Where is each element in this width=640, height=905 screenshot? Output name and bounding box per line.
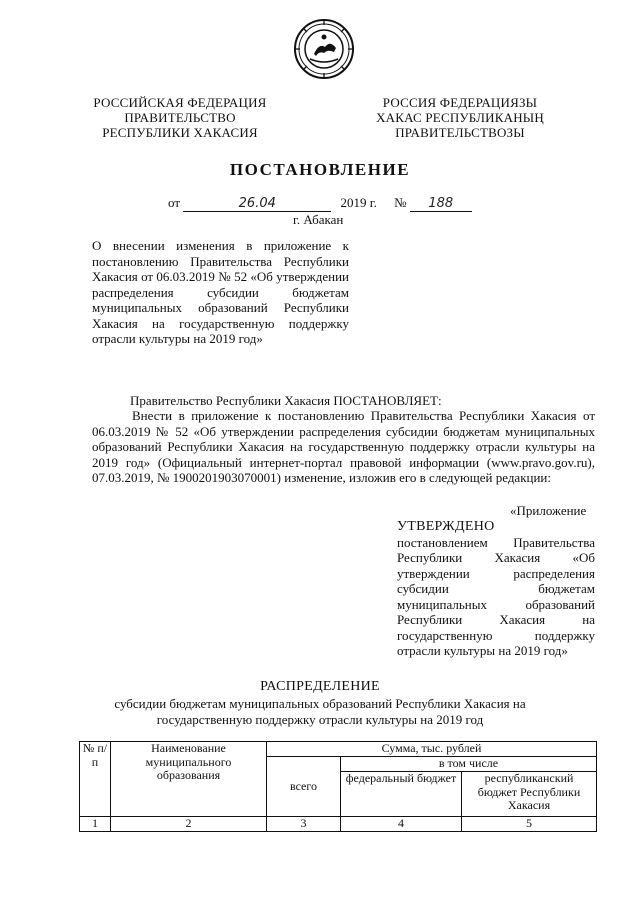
coat-of-arms-icon: [293, 18, 355, 80]
header-left-line: РОССИЙСКАЯ ФЕДЕРАЦИЯ: [93, 95, 267, 110]
header-total: всего: [267, 757, 341, 817]
header-num: № п/п: [80, 742, 111, 817]
header-right-line: РОССИЯ ФЕДЕРАЦИЯЗЫ: [382, 95, 538, 110]
header-federal: федеральный бюджет: [341, 772, 462, 817]
header-republican: республиканский бюджет Республики Хакасия: [462, 772, 597, 817]
header-right-line: ХАКАС РЕСПУБЛИКАНЫҢ: [376, 110, 544, 125]
table-row: [80, 817, 597, 832]
approval-text: постановлением Правительства Республики Хакасия «Об утверждении распределения субсидии бюджетам муниципальных образований Республики Хакасия на государственную поддержку отрасли культуры на 2019 год»: [397, 534, 595, 658]
document-title: ПОСТАНОВЛЕНИЕ: [229, 160, 411, 179]
col-num-4: 4: [341, 817, 462, 832]
col-num-2: 2: [111, 817, 267, 832]
appendix-label: «Приложение: [510, 503, 587, 518]
distribution-subtitle: субсидии бюджетам муниципальных образований Республики Хакасия на государственную поддержку отрасли культуры на 2019 год: [114, 696, 526, 727]
government-resolves: Правительство Республики Хакасия ПОСТАНОВЛЯЕТ:: [130, 393, 442, 408]
approval-block: [397, 519, 595, 659]
date-year: 2019 г.: [340, 195, 377, 210]
header-left-line: РЕСПУБЛИКИ ХАКАСИЯ: [102, 125, 258, 140]
approved-heading: УТВЕРЖДЕНО: [397, 519, 495, 534]
header-sum: Сумма, тыс. рублей: [267, 742, 597, 757]
header-name: Наименование муниципального образования: [111, 742, 267, 817]
header-right: [350, 95, 570, 140]
number-handwritten: 188: [410, 196, 472, 212]
date-line: [168, 195, 472, 212]
header-left: [70, 95, 290, 140]
distribution-title: РАСПРЕДЕЛЕНИЕ: [260, 679, 380, 694]
col-num-3: 3: [267, 817, 341, 832]
col-num-1: 1: [80, 817, 111, 832]
number-label: №: [394, 195, 407, 210]
col-num-5: 5: [462, 817, 597, 832]
date-prefix: от: [168, 195, 181, 210]
date-handwritten: 26.04: [183, 196, 331, 212]
header-including: в том числе: [341, 757, 597, 772]
city: г. Абакан: [293, 212, 344, 227]
header-right-line: ПРАВИТЕЛЬСТВОЗЫ: [395, 125, 525, 140]
subject-block: О внесении изменения в приложение к постановлению Правительства Республики Хакасия от 06.03.2019 № 52 «Об утверждении распределения субсидии бюджетам муниципальных образований Республики Хакасия на государственную поддержку отрасли культуры на 2019 год»: [92, 238, 349, 346]
main-paragraph: Внести в приложение к постановлению Правительства Республики Хакасия от 06.03.2019 № 52 «Об утверждении распределения субсидии бюджетам муниципальных образований Республики Хакасия на государственную поддержку отрасли культуры на 2019 год» (Официальный интернет-портал правовой информации (www.pravo.gov.ru), 07.03.2019, № 1900201903070001) изменение, изложив его в следующей редакции:: [92, 408, 595, 486]
distribution-table: [79, 741, 597, 832]
header-left-line: ПРАВИТЕЛЬСТВО: [124, 110, 236, 125]
